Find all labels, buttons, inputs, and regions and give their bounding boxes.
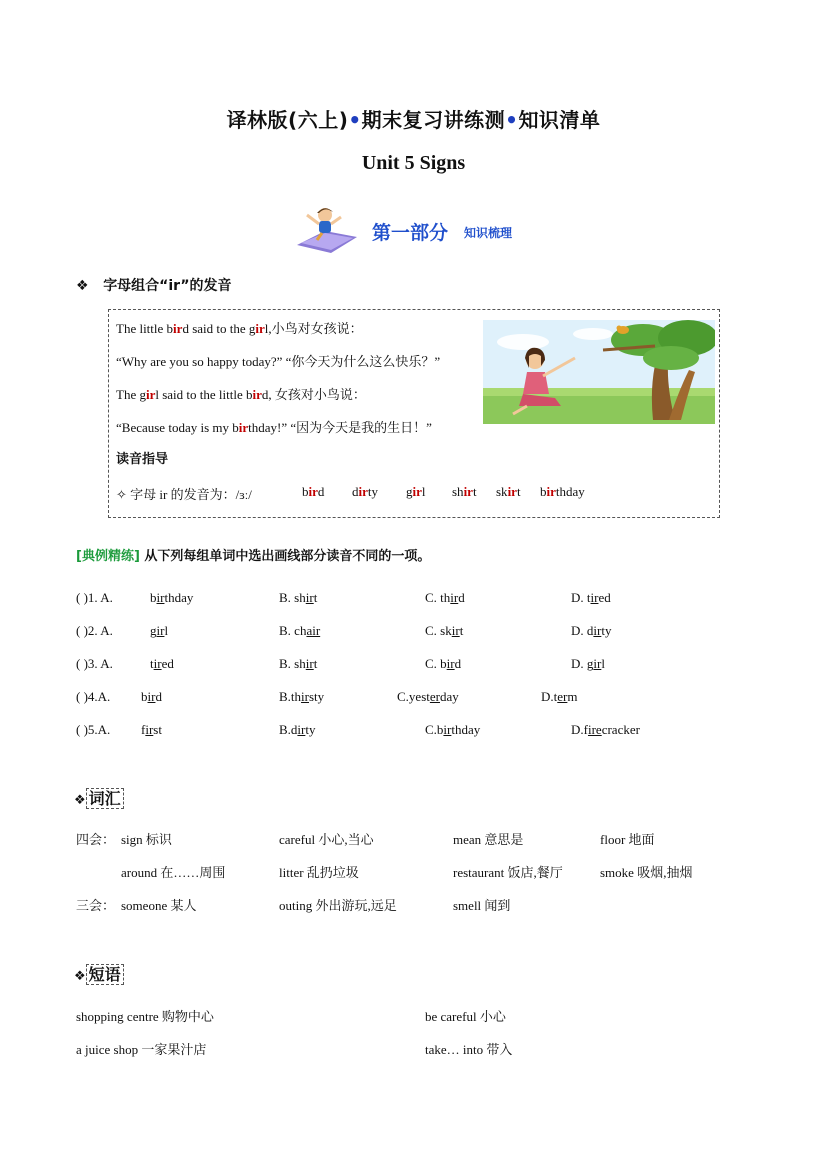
phrase-item: a juice shop 一家果汁店 [76,1042,207,1057]
vocab-title: 词汇 [86,788,124,809]
question-1-option-c [425,590,465,606]
text: sk [440,623,452,638]
ir-highlight: ir [546,484,556,499]
text: st [153,722,162,737]
text: d [290,722,298,737]
underlined-part: air [306,623,321,638]
text: d [317,484,325,499]
text: sh [294,590,306,605]
bird-head-shape [617,326,622,331]
phrase-item: shopping centre 购物中心 [76,1009,214,1024]
question-3-option-b [279,656,317,672]
title-part-a: 译林版(六上) [226,108,349,132]
option-letter: C. [425,623,441,638]
section-ir-title: 字母组合“ir”的发音 [103,278,232,294]
text: g [406,484,413,499]
option-letter: B. [279,656,295,671]
underlined-part: ir [593,623,602,638]
text: d [454,656,462,671]
vocab-item: litter 乱扔垃圾 [279,865,359,880]
reading-boy-icon [295,205,361,255]
text: th [440,590,451,605]
phrase-item: take… into 带入 [425,1042,513,1057]
cloud-shape [573,328,613,340]
text: d [458,590,465,605]
text: t [472,484,477,499]
boy-arm-shape [331,217,341,224]
question-1-option-a [150,590,193,606]
question-4-option-a [141,689,162,705]
question-1-number: ( )1. A. [76,590,113,605]
text: d said to the g [182,321,256,336]
ir-highlight: ir [145,387,156,402]
ir-highlight: ir [412,484,422,499]
option-letter: B. [279,689,291,704]
vocab-item: mean 意思是 [453,832,524,847]
text: th [290,689,302,704]
question-4-number: ( )4.A. [76,689,111,704]
text: g [586,656,594,671]
text: d, 女孩对小鸟说： [261,387,366,402]
guide-word-3 [406,484,426,500]
vocab-item: around 在……周围 [121,865,226,880]
underlined-part: ir [451,623,460,638]
text: d [586,623,594,638]
vocab-heading [74,786,124,809]
option-letter: C. [425,656,441,671]
example-instruction: 从下列每组单词中选出画线部分读音不同的一项。 [144,549,431,564]
phrases-heading [74,962,124,985]
text: ed [161,656,174,671]
option-letter: C. [397,689,409,704]
diamond-bullet-icon: ❖ [74,792,86,807]
ir-highlight: ir [238,420,249,435]
guide-word-6 [540,484,585,500]
question-3-option-d [571,656,605,672]
vocab-item: sign 标识 [121,832,172,847]
underlined-part: ir [153,656,162,671]
text: l said to the little b [155,387,253,402]
text: t [586,590,591,605]
part-sublabel: 知识梳理 [464,226,513,240]
title-part-c: 知识清单 [518,108,601,132]
example-tag: [典例精练] [76,549,140,564]
underlined-part: ir [156,590,165,605]
ir-highlight: ir [173,321,183,336]
text: f [583,722,588,737]
text: The g [116,387,146,402]
option-letter: D. [571,656,587,671]
option-letter: B. [279,722,291,737]
text: The little b [116,321,174,336]
text: sty [309,689,325,704]
vocab-item: restaurant 饭店,餐厅 [453,865,563,880]
question-5-option-a [141,722,162,738]
text: thday!” “因为今天是我的生日！” [248,420,432,435]
question-2-number: ( )2. A. [76,623,113,638]
question-4-option-d [541,689,578,705]
text: t [313,590,318,605]
question-4-option-b [279,689,324,705]
story-line-3 [116,384,366,403]
underlined-part: ir [590,590,599,605]
text: t [459,623,464,638]
text: g [150,623,157,638]
underlined-part: ir [147,689,156,704]
underlined-part: er [557,689,568,704]
title-part-b: 期末复习讲练测 [361,108,506,132]
underlined-part: ir [301,689,309,704]
phrase-item: be careful 小心 [425,1009,506,1024]
option-letter: D. [571,590,587,605]
text: thday [555,484,585,499]
vocab-item: smoke 吸烟,抽烟 [600,865,693,880]
underlined-part: ir [450,590,459,605]
story-line-4 [116,417,432,436]
vocab-item: outing 外出游玩,远足 [279,898,397,913]
text: b [141,689,148,704]
text: l,小鸟对女孩说： [264,321,363,336]
text: t [516,484,521,499]
vocab-item: floor 地面 [600,832,655,847]
text: sh [452,484,464,499]
section-ir-heading [76,275,232,295]
question-3-option-a [150,656,174,672]
guide-prefix: ✧ 字母 ir 的发音为：/ɜː/ [116,487,252,502]
vocab-four-label: 四会： [76,832,116,847]
text: thday [451,722,481,737]
underlined-part: ir [446,656,455,671]
text: ty [305,722,316,737]
tree-leaves-shape [643,346,699,370]
text: l [164,623,169,638]
text: m [567,689,578,704]
phrases-title: 短语 [86,964,124,985]
underlined-part: ir [297,722,306,737]
text: b [440,656,447,671]
guide-title: 读音指导 [116,452,169,467]
text: l [421,484,426,499]
text: sk [496,484,508,499]
text: ch [294,623,307,638]
text: d [155,689,162,704]
text: b [302,484,309,499]
girl-and-bird-illustration [483,320,715,424]
ir-highlight: ir [507,484,517,499]
underlined-part: er [429,689,440,704]
guide-word-1 [302,484,324,500]
ir-highlight: ir [463,484,473,499]
option-letter: D. [541,689,554,704]
underlined-part: ir [443,722,452,737]
ir-highlight: ir [308,484,318,499]
story-line-2: “Why are you so happy today?” “你今天为什么这么快乐？” [116,354,441,369]
diamond-bullet-icon: ❖ [76,278,89,294]
question-2-option-c [425,623,463,639]
ir-highlight: ir [255,321,265,336]
question-5-option-d [571,722,640,738]
text: t [553,689,558,704]
guide-word-4 [452,484,477,500]
boy-body-shape [319,221,331,233]
text: ed [598,590,611,605]
text: “Because today is my b [116,420,239,435]
question-5-option-c [425,722,480,738]
text: t [313,656,318,671]
option-letter: C. [425,722,437,737]
title-dot: • [505,108,519,132]
vocab-item: careful 小心,当心 [279,832,374,847]
option-letter: C. [425,590,441,605]
text: d [352,484,359,499]
option-letter: D. [571,722,584,737]
question-3-number: ( )3. A. [76,656,113,671]
question-5-number: ( )5.A. [76,722,111,737]
text: l [601,656,605,671]
question-1-option-b [279,590,317,606]
doc-title [0,104,827,133]
underlined-part: ir [305,656,314,671]
option-letter: D. [571,623,587,638]
text: b [150,590,157,605]
question-2-option-b [279,623,320,639]
ir-highlight: ir [252,387,262,402]
story-line-1 [116,318,363,337]
vocab-item: someone 某人 [121,898,197,913]
diamond-bullet-icon: ❖ [74,968,86,983]
boy-arm-shape [307,215,319,224]
text: ty [601,623,612,638]
text: yest [408,689,430,704]
text: t [150,656,154,671]
question-5-option-b [279,722,316,738]
guide-word-5 [496,484,521,500]
ir-highlight: ir [358,484,368,499]
cloud-shape [497,334,549,350]
question-2-option-a [150,623,168,639]
example-heading [76,545,430,564]
vocab-three-label: 三会： [76,898,116,913]
text: ty [367,484,379,499]
vocab-item: smell 闻到 [453,898,511,913]
part-label: 第一部分 [372,222,449,244]
question-3-option-c [425,656,461,672]
question-1-option-d [571,590,611,606]
text: cracker [601,722,640,737]
underlined-part: ire [587,722,602,737]
text: f [141,722,146,737]
option-letter: B. [279,623,295,638]
question-2-option-d [571,623,611,639]
text: b [540,484,547,499]
option-letter: B. [279,590,295,605]
guide-word-2 [352,484,378,500]
underlined-part: ir [156,623,165,638]
underlined-part: ir [305,590,314,605]
title-dot: • [348,108,362,132]
text: b [436,722,444,737]
unit-title: Unit 5 Signs [361,152,466,174]
question-4-option-c [397,689,459,705]
text: sh [294,656,306,671]
underlined-part: ir [593,656,602,671]
underlined-part: ir [145,722,154,737]
text: day [439,689,459,704]
text: thday [164,590,194,605]
